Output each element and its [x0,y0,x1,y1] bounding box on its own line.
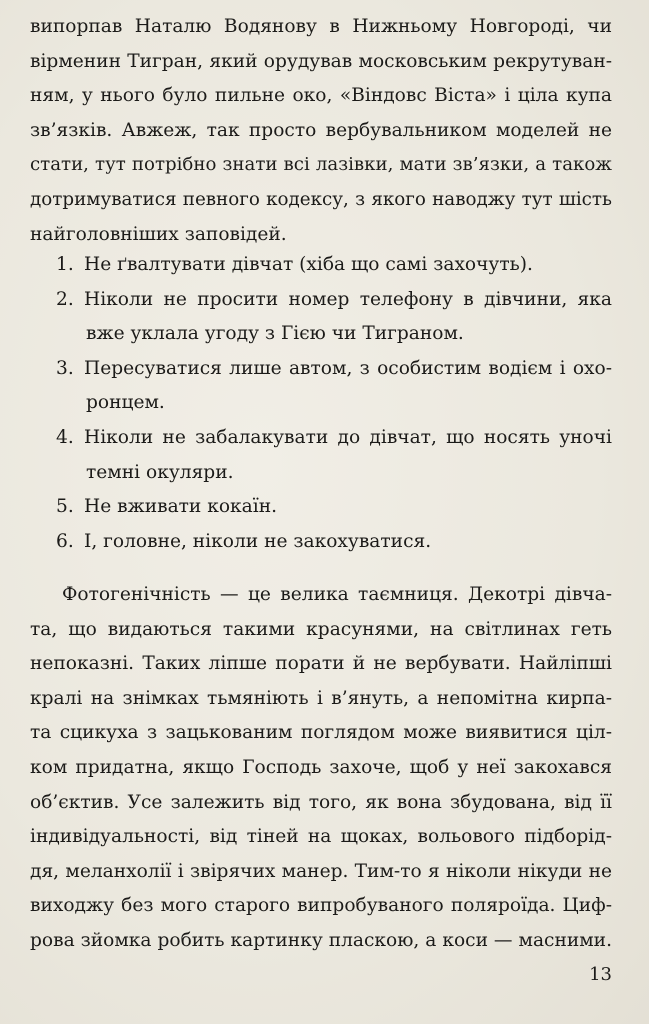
text-line: та сцикуха з зацькованим поглядом може виявитися ціл- [30,722,612,744]
list-item-number: 3. [56,357,74,379]
text-line: кралі на знімках тьмяніють і в’януть, а непомітна кирпа- [30,687,612,709]
list-item [30,352,612,421]
list-item [30,248,612,283]
list-item-number: 6. [56,530,74,552]
list-item-text: ронцем. [86,392,165,414]
text-line: рова зйомка робить картинку пласкою, а коси — масними. [30,929,612,951]
text-line: виходжу без мого старого випробуваного поляроїда. Циф- [30,895,612,917]
list-item-number: 2. [56,288,74,310]
list-item-text: вже уклала угоду з Гією чи Тиграном. [86,323,464,345]
list-item-text: Не вживати кокаїн. [84,496,278,518]
list-item-text: І, головне, ніколи не закохуватися. [84,530,432,552]
list-item-text: Не ґвалтувати дівчат (хіба що самі захочуть). [84,254,533,275]
text-line: вірменин Тигран, який орудував московським рекрутуван- [30,50,612,72]
list-item-text: Пересуватися лише автом, з особистим водієм і охо- [84,357,612,379]
text-line: непоказні. Таких ліпше порати й не вербувати. Найліпші [30,653,612,675]
page-number: 13 [589,964,612,985]
text-line: індивідуальності, від тіней на щоках, вольового підборід- [30,826,612,848]
list-item [30,421,612,490]
text-line: дя, меланхолії і звірячих манер. Тим-то я ніколи нікуди не [30,860,612,882]
list-item [30,283,612,352]
intro-paragraph [30,10,612,252]
list-item-number: 5. [56,496,74,518]
list-item-number: 4. [56,426,74,448]
commandments-list [30,248,612,559]
body-paragraph [30,578,612,959]
list-item [30,490,612,525]
text-line: та, що видаються такими красунями, на світлинах геть [30,618,612,640]
list-item-number: 1. [56,254,74,275]
list-item-text: Ніколи не просити номер телефону в дівчини, яка [84,288,612,310]
text-line: Фотогенічність — це велика таємниця. Декотрі дівча- [62,584,612,605]
text-line: ням, у нього було пильне око, «Віндовс Віста» і ціла купа [30,85,612,107]
text-line: стати, тут потрібно знати всі лазівки, мати зв’язки, а також [30,154,612,176]
text-line: зв’язків. Авжеж, так просто вербувальником моделей не [30,119,612,141]
text-line: об’єктив. Усе залежить від того, як вона збудована, від її [30,791,612,813]
list-item [30,525,612,560]
text-line: ком придатна, якщо Господь захоче, щоб у неї закохався [30,756,612,778]
list-item-text: темні окуляри. [86,461,234,483]
list-item-text: Ніколи не забалакувати до дівчат, що носять уночі [84,426,612,448]
text-line: дотримуватися певного кодексу, з якого наводжу тут шість [30,188,612,210]
text-line: випорпав Наталю Водянову в Нижньому Новгороді, чи [30,16,612,37]
text-line: найголовніших заповідей. [30,223,287,245]
